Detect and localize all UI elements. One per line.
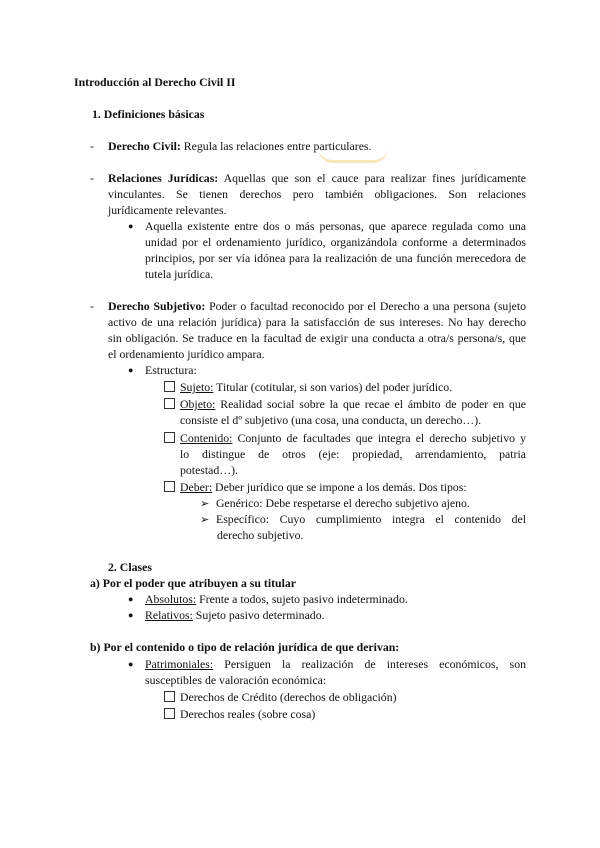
- arrow-bullet-icon: ➢: [200, 498, 210, 510]
- clases-a-heading: a) Por el poder que atribuyen a su titular: [90, 576, 297, 590]
- derechos-credito: [164, 689, 397, 705]
- contenido-line-3: potestad…).: [180, 463, 238, 477]
- relaciones-line-2: vinculantes. Se tienen derechos pero también obligaciones. Son relaciones: [108, 187, 526, 201]
- patrimoniales-item: [145, 656, 526, 672]
- estructura-label: Estructura:: [145, 363, 197, 377]
- sujeto-text: Titular (cotitular, si son varios) del poder jurídico.: [213, 380, 453, 394]
- patrimoniales-term: Patrimoniales:: [145, 657, 214, 671]
- deber-especifico: [200, 511, 526, 528]
- subjetivo-line-2: activo de una relación jurídica) para la satisfacción de sus intereses. No hay derecho: [108, 315, 526, 329]
- checkbox-icon: [164, 481, 175, 492]
- section-heading-1: 1. Definiciones básicas: [92, 107, 205, 121]
- dash-marker: -: [90, 139, 94, 153]
- dash-marker: -: [90, 299, 94, 313]
- term-derecho-subjetivo: Derecho Subjetivo:: [108, 299, 206, 313]
- checkbox-icon: [164, 381, 175, 392]
- dash-marker: -: [90, 171, 94, 185]
- contenido-text: Conjunto de facultades que integra el derecho subjetivo y: [232, 431, 526, 445]
- bullet-dot: ●: [128, 610, 134, 620]
- relaciones-bullet-line-3: principios, por ser vía idónea para la realización de una función merecedora de: [145, 251, 526, 265]
- contenido-line-2: lo distingue de otros (eje: propiedad, arrendamiento, patria: [180, 447, 526, 461]
- relativos-text: Sujeto pasivo determinado.: [192, 608, 325, 622]
- highlight-stroke: [318, 148, 388, 163]
- clases-b-heading: b) Por el contenido o tipo de relación jurídica de que derivan:: [90, 640, 400, 654]
- especifico-text: Específico: Cuyo cumplimiento integra el contenido del: [216, 512, 526, 526]
- estructura-sujeto: [164, 379, 452, 395]
- deber-term: Deber:: [180, 480, 213, 494]
- absolutos-text: Frente a todos, sujeto pasivo indeterminado.: [196, 592, 408, 606]
- estructura-contenido: [164, 430, 526, 446]
- checkbox-icon: [164, 691, 175, 702]
- relativos-term: Relativos:: [145, 608, 193, 622]
- objeto-term: Objeto:: [180, 397, 216, 411]
- arrow-bullet-icon: ➢: [200, 514, 210, 526]
- deber-generico: [200, 495, 470, 512]
- checkbox-icon: [164, 708, 175, 719]
- especifico-line-2: derecho subjetivo.: [217, 528, 304, 542]
- subjetivo-line-4: el ordenamiento jurídico ampara.: [108, 347, 265, 361]
- absolutos-item: [145, 591, 408, 607]
- document-title: Introducción al Derecho Civil II: [74, 75, 236, 89]
- absolutos-term: Absolutos:: [145, 592, 197, 606]
- relaciones-text: Aquellas que son el cauce para realizar fines jurídicamente: [218, 171, 526, 185]
- relativos-item: [145, 607, 325, 623]
- objeto-text: Realidad social sobre la que recae el ámbito de poder en que: [215, 397, 526, 411]
- contenido-term: Contenido:: [180, 431, 233, 445]
- checkbox-icon: [164, 398, 175, 409]
- bullet-dot: ●: [128, 594, 134, 604]
- term-derecho-civil: Derecho Civil:: [108, 139, 181, 153]
- subjetivo-line-1: [108, 298, 526, 314]
- bullet-dot: ●: [128, 659, 134, 669]
- relaciones-bullet-line-2: unidad por el ordenamiento jurídico, organizándola conforme a determinados: [145, 235, 526, 249]
- bullet-dot: ●: [128, 221, 134, 231]
- checkbox-icon: [164, 432, 175, 443]
- subjetivo-text: Poder o facultad reconocido por el Derecho a una persona (sujeto: [205, 299, 527, 313]
- section-heading-2: 2. Clases: [108, 560, 152, 574]
- derechos-reales: [164, 706, 315, 722]
- relaciones-line-3: jurídicamente relevantes.: [108, 203, 227, 217]
- credito-text: Derechos de Crédito (derechos de obligación): [180, 690, 397, 704]
- subjetivo-line-3: sin obligación. Se traduce en la facultad de exigir una conducta a otra/s persona/s, que: [108, 331, 526, 345]
- term-relaciones-juridicas: Relaciones Jurídicas:: [108, 171, 219, 185]
- reales-text: Derechos reales (sobre cosa): [180, 707, 316, 721]
- relaciones-bullet-line-1: Aquella existente entre dos o más personas, que aparece regulada como una: [145, 219, 526, 233]
- relaciones-bullet-line-4: tutela jurídica.: [145, 267, 214, 281]
- patrimoniales-text: Persiguen la realización de intereses económicos, son: [213, 657, 526, 671]
- objeto-line-2: consiste el dº subjetivo (una cosa, una conducta, un derecho…).: [180, 413, 482, 427]
- generico-text: Genérico: Debe respetarse el derecho subjetivo ajeno.: [216, 496, 470, 510]
- bullet-dot: ●: [128, 365, 134, 375]
- derecho-civil-text: Regula las relaciones entre particulares.: [180, 139, 372, 153]
- estructura-deber: [164, 479, 467, 495]
- estructura-objeto: [164, 396, 526, 412]
- deber-text: Deber jurídico que se impone a los demás. Dos tipos:: [212, 480, 467, 494]
- relaciones-line-1: [108, 170, 526, 186]
- sujeto-term: Sujeto:: [180, 380, 214, 394]
- patrimoniales-line-2: susceptibles de valoración económica:: [145, 673, 327, 687]
